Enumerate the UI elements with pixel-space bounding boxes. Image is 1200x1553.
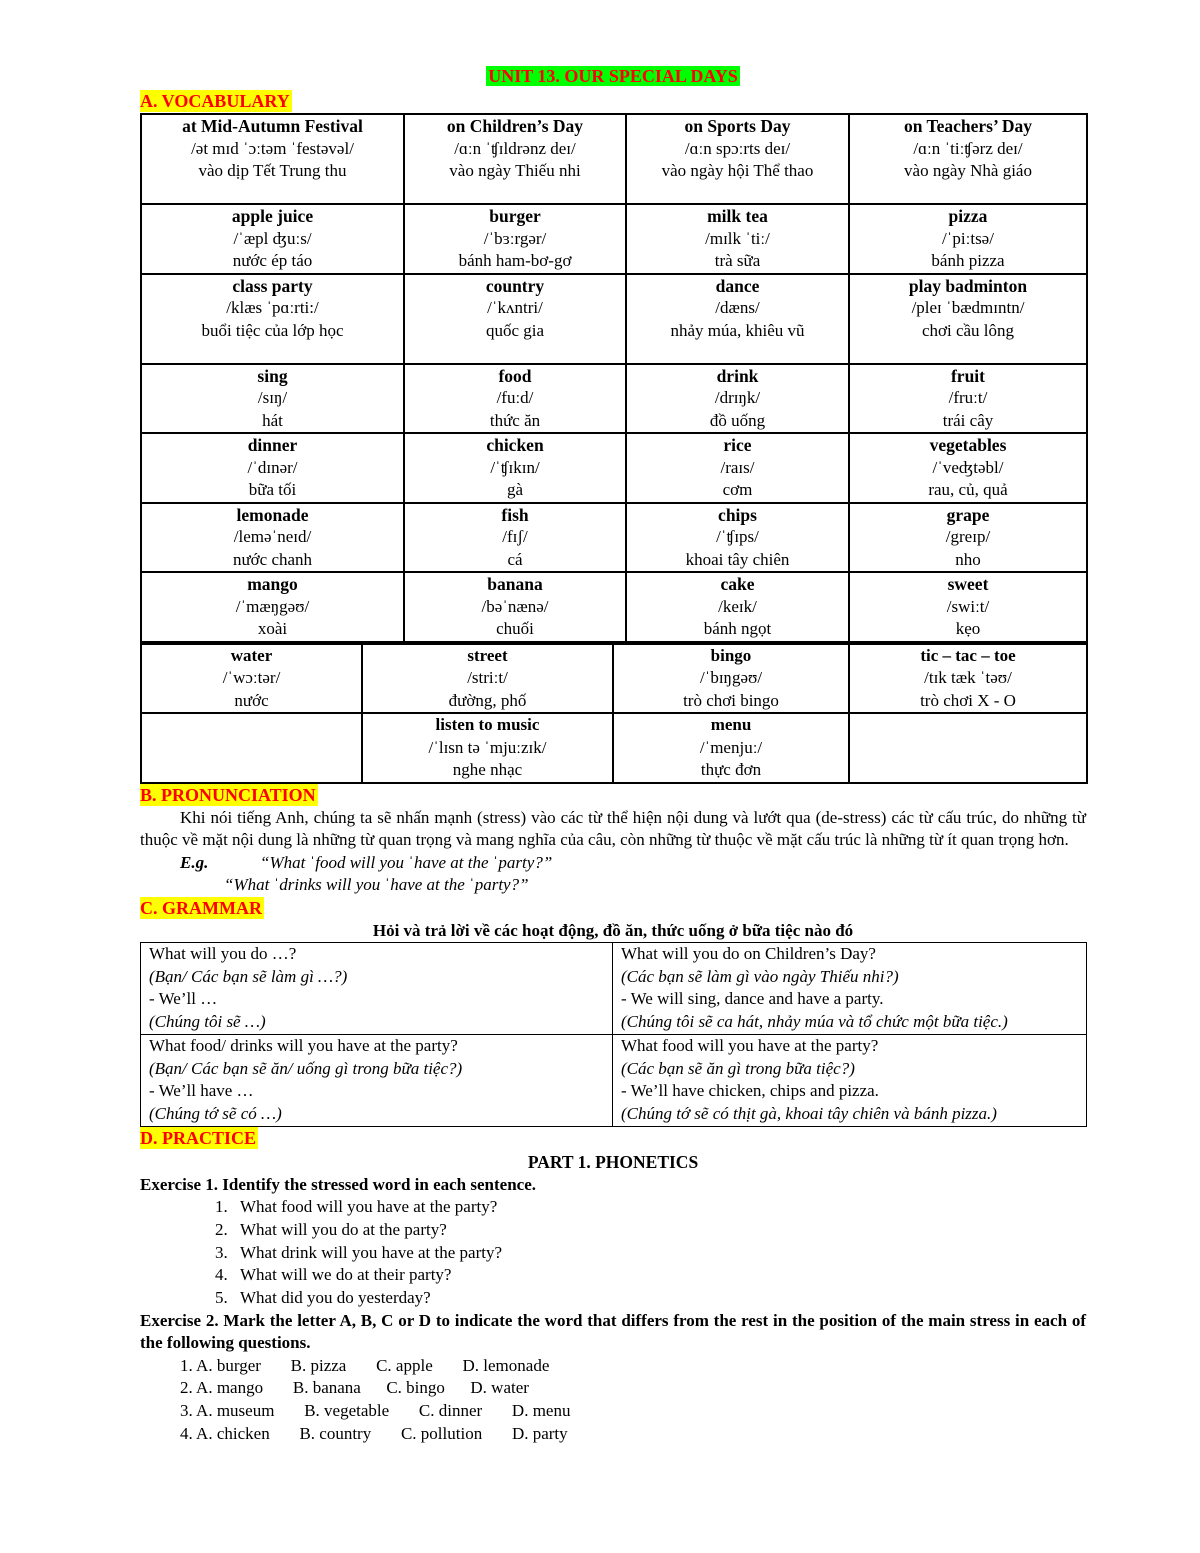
vocab-meaning: trò chơi X - O <box>920 690 1016 710</box>
vocab-cell <box>849 433 1087 503</box>
grammar-row <box>141 943 1087 1035</box>
vocab-meaning: trái cây <box>942 410 994 430</box>
exercise1-list <box>140 1196 1086 1310</box>
vocab-ipa: /ˈæpl ʤuːs/ <box>233 228 312 248</box>
vocab-ipa: /ˈlɪsn tə ˈmjuːzɪk/ <box>428 737 547 757</box>
vocab-meaning: cá <box>507 549 523 569</box>
section-practice-heading: D. PRACTICE <box>140 1127 257 1148</box>
vocab-ipa: /mɪlk ˈtiː/ <box>705 228 770 248</box>
vocab-cell <box>362 713 613 783</box>
vocab-ipa: /dæns/ <box>715 298 760 317</box>
vocab-row <box>141 572 1087 642</box>
vocab-ipa: /fuːd/ <box>496 388 534 407</box>
vocab-word: cake <box>720 574 755 594</box>
vocab-cell <box>849 114 1087 204</box>
vocab-word: street <box>467 645 508 665</box>
vocab-cell <box>404 114 626 204</box>
vocab-cell <box>141 433 404 503</box>
vocab-ipa: /ˈdɪnər/ <box>247 457 298 477</box>
vocab-ipa: /ɑːn ˈtiːʧərz deɪ/ <box>913 138 1023 158</box>
vocab-cell <box>141 204 404 274</box>
grammar-title: Hỏi và trả lời về các hoạt động, đồ ăn, thức uống ở bữa tiệc nào đó <box>372 920 854 940</box>
vocab-word: dinner <box>247 435 298 455</box>
vocab-meaning: chuối <box>496 619 534 638</box>
exercise2-question: 2. A. mango B. banana C. bingo D. water <box>180 1378 529 1398</box>
example-line-1 <box>140 852 1086 875</box>
vocab-meaning: chơi cầu lông <box>921 320 1015 340</box>
vocab-meaning: bánh pizza <box>931 251 1005 270</box>
vocab-ipa: /ɑːn spɔːrts deɪ/ <box>684 138 791 158</box>
vocab-cell <box>141 364 404 434</box>
vocab-word: milk tea <box>707 206 768 226</box>
part1-heading: PART 1. PHONETICS <box>527 1151 699 1172</box>
vocab-meaning: bánh ngọt <box>703 619 772 638</box>
vocab-cell <box>404 572 626 642</box>
vocab-meaning: gà <box>506 480 524 499</box>
vocab-ipa: /sɪŋ/ <box>257 388 288 407</box>
vocab-cell <box>626 364 849 434</box>
grammar-line: (Chúng tôi sẽ …) <box>149 1012 266 1032</box>
vocab-word: menu <box>710 715 752 734</box>
vocabulary-table-extra <box>140 643 1088 784</box>
vocab-ipa: /ət mɪd ˈɔːtəm ˈfestəvəl/ <box>191 138 354 158</box>
vocab-meaning: trà sữa <box>714 251 761 270</box>
vocab-row <box>141 433 1087 503</box>
vocab-word: at Mid-Autumn Festival <box>182 116 363 136</box>
vocab-ipa: /keɪk/ <box>718 596 757 616</box>
vocab-cell <box>849 364 1087 434</box>
vocab-word: class party <box>232 275 313 296</box>
vocab-ipa: /fɪʃ/ <box>502 527 528 546</box>
grammar-line: - We’ll … <box>149 989 218 1009</box>
vocab-word: bingo <box>710 645 752 665</box>
vocab-cell <box>626 433 849 503</box>
vocab-row <box>141 204 1087 274</box>
vocab-cell <box>626 274 849 364</box>
grammar-cell <box>613 1034 1087 1126</box>
exercise2-question: 4. A. chicken B. country C. pollution D. party <box>180 1423 568 1443</box>
vocab-ipa: /bəˈnænə/ <box>481 596 549 616</box>
exercise1-item: 2. What will you do at the party? <box>232 1219 1086 1242</box>
vocab-ipa: /leməˈneɪd/ <box>233 527 312 546</box>
vocab-word: play badminton <box>908 275 1028 296</box>
exercise2-question: 1. A. burger B. pizza C. apple D. lemonade <box>180 1355 550 1375</box>
vocab-meaning: đồ uống <box>709 410 766 430</box>
vocab-cell <box>613 644 849 714</box>
vocab-row <box>141 503 1087 573</box>
unit-title: UNIT 13. OUR SPECIAL DAYS <box>488 66 738 86</box>
vocab-word: dance <box>715 275 760 296</box>
vocab-word: chips <box>718 504 757 525</box>
vocab-meaning: quốc gia <box>485 320 545 340</box>
vocab-cell <box>404 433 626 503</box>
vocab-ipa: /klæs ˈpɑːrti:/ <box>226 298 319 317</box>
grammar-line: (Chúng tôi sẽ ca hát, nhảy múa và tổ chức một bữa tiệc.) <box>621 1012 1008 1032</box>
vocab-cell <box>849 713 1087 783</box>
exercise1-item: 4. What will we do at their party? <box>232 1264 1086 1287</box>
vocab-meaning: vào ngày hội Thể thao <box>661 161 814 180</box>
exercise2-list <box>140 1355 1086 1446</box>
grammar-cell <box>141 1034 613 1126</box>
vocab-ipa: /ˈmæŋgəʊ/ <box>235 596 310 616</box>
vocab-ipa: /ˈveʤtəbl/ <box>932 457 1004 477</box>
vocab-cell <box>849 503 1087 573</box>
vocab-word: fish <box>501 504 529 525</box>
vocab-row <box>141 644 1087 714</box>
vocab-word: mango <box>247 574 298 594</box>
vocab-ipa: /raɪs/ <box>720 457 755 477</box>
vocab-ipa: /fruːt/ <box>948 388 988 407</box>
vocab-word: tic – tac – toe <box>920 645 1016 665</box>
grammar-line: (Chúng tớ sẽ có …) <box>149 1103 282 1123</box>
example-label: E.g. <box>180 852 209 872</box>
vocab-word: drink <box>716 365 759 386</box>
vocab-cell <box>849 204 1087 274</box>
vocab-cell <box>404 364 626 434</box>
vocab-ipa: /pleɪ ˈbædmɪntn/ <box>911 298 1025 317</box>
vocab-cell <box>849 274 1087 364</box>
vocab-cell <box>849 572 1087 642</box>
vocab-word: on Teachers’ Day <box>903 116 1032 136</box>
vocab-ipa: /ɑːn ˈʧɪldrənz deɪ/ <box>454 138 576 158</box>
section-vocabulary-heading: A. VOCABULARY <box>140 91 290 111</box>
vocab-cell <box>626 503 849 573</box>
vocab-word: fruit <box>950 365 986 386</box>
vocab-word: lemonade <box>236 504 309 525</box>
vocab-meaning: nhảy múa, khiêu vũ <box>670 320 805 340</box>
example-sentence-1: “What ˈfood will you ˈhave at the ˈparty?” <box>260 852 553 872</box>
vocab-cell <box>404 503 626 573</box>
vocab-meaning: cơm <box>722 480 753 499</box>
vocab-ipa: /ˈpiːtsə/ <box>942 228 994 248</box>
grammar-line: (Bạn/ Các bạn sẽ làm gì …?) <box>149 966 348 986</box>
exercise1-item: 5. What did you do yesterday? <box>232 1287 1086 1310</box>
vocab-word: listen to music <box>435 715 540 734</box>
grammar-line: - We’ll have … <box>149 1081 254 1101</box>
vocab-meaning: buổi tiệc của lớp học <box>201 320 344 340</box>
vocab-word: pizza <box>948 206 988 226</box>
grammar-line: - We will sing, dance and have a party. <box>621 989 884 1009</box>
vocab-word: on Sports Day <box>684 116 791 136</box>
vocab-ipa: /ˈʧɪkɪn/ <box>490 457 540 477</box>
vocab-cell <box>404 274 626 364</box>
exercise1-item: 3. What drink will you have at the party? <box>232 1242 1086 1265</box>
vocab-word: food <box>498 365 532 386</box>
vocab-word: rice <box>723 435 752 455</box>
vocab-meaning: kẹo <box>955 619 981 638</box>
exercise1-item: 1. What food will you have at the party? <box>232 1196 1086 1219</box>
vocab-word: apple juice <box>231 206 314 226</box>
vocab-row <box>141 713 1087 783</box>
vocab-ipa: /ˈʧɪps/ <box>716 527 759 546</box>
vocab-word: country <box>485 275 545 296</box>
vocab-ipa: /ˈmenjuː/ <box>699 737 763 757</box>
section-pronunciation-heading: B. PRONUNCIATION <box>140 784 316 805</box>
vocab-cell <box>849 644 1087 714</box>
vocab-row <box>141 114 1087 204</box>
vocab-meaning: thức ăn <box>489 410 541 430</box>
vocab-meaning: hát <box>262 410 283 430</box>
exercise2-question: 3. A. museum B. vegetable C. dinner D. menu <box>180 1401 571 1421</box>
vocab-cell <box>613 713 849 783</box>
vocab-ipa: /greɪp/ <box>945 527 991 546</box>
vocab-cell <box>141 644 362 714</box>
grammar-line: What will you do on Children’s Day? <box>621 944 876 963</box>
vocab-word: grape <box>946 504 990 525</box>
vocabulary-table <box>140 113 1088 643</box>
grammar-line: (Các bạn sẽ ăn gì trong bữa tiệc?) <box>621 1058 855 1078</box>
grammar-cell <box>141 943 613 1035</box>
grammar-line: (Bạn/ Các bạn sẽ ăn/ uống gì trong bữa tiệc?) <box>149 1058 463 1078</box>
vocab-cell <box>626 572 849 642</box>
vocab-cell <box>362 644 613 714</box>
grammar-line: - We’ll have chicken, chips and pizza. <box>621 1081 879 1101</box>
vocab-ipa: /swiːt/ <box>946 596 990 616</box>
vocab-meaning: rau, củ, quả <box>928 480 1008 499</box>
vocab-meaning: vào ngày Thiếu nhi <box>449 161 581 180</box>
vocab-ipa: /ˈkʌntri/ <box>487 298 543 317</box>
vocab-cell <box>141 503 404 573</box>
vocab-cell <box>626 114 849 204</box>
example-sentence-2: “What ˈdrinks will you ˈhave at the ˈparty?” <box>224 875 529 894</box>
vocab-ipa: /striːt/ <box>467 668 508 687</box>
vocab-word: water <box>230 645 273 665</box>
vocab-word: vegetables <box>929 435 1007 455</box>
grammar-line: (Các bạn sẽ làm gì vào ngày Thiếu nhi?) <box>621 966 899 986</box>
vocab-ipa: /drɪŋk/ <box>714 388 761 407</box>
grammar-line: (Chúng tớ sẽ có thịt gà, khoai tây chiên và bánh pizza.) <box>621 1103 997 1123</box>
vocab-meaning: nước <box>234 690 269 710</box>
vocab-word: on Children’s Day <box>446 116 584 136</box>
section-grammar-heading: C. GRAMMAR <box>140 897 262 918</box>
vocab-ipa: /ˈwɔːtər/ <box>222 668 281 687</box>
vocab-ipa: /ˈbɪŋgəʊ/ <box>699 668 763 687</box>
vocab-word: sing <box>257 365 288 386</box>
grammar-cell <box>613 943 1087 1035</box>
vocab-cell <box>626 204 849 274</box>
vocab-row <box>141 364 1087 434</box>
vocab-cell <box>141 274 404 364</box>
vocab-cell <box>141 713 362 783</box>
vocab-meaning: nghe nhạc <box>452 760 523 779</box>
vocab-meaning: bánh ham-bơ-gơ <box>458 251 572 270</box>
vocab-ipa: /tɪk tæk ˈtəʊ/ <box>924 668 1012 687</box>
grammar-line: What will you do …? <box>149 944 297 963</box>
vocab-meaning: khoai tây chiên <box>685 549 790 569</box>
vocab-meaning: vào ngày Nhà giáo <box>904 161 1032 180</box>
vocab-meaning: trò chơi bingo <box>683 690 779 710</box>
vocab-meaning: vào dịp Tết Trung thu <box>198 161 347 180</box>
vocab-cell <box>141 114 404 204</box>
grammar-line: What food will you have at the party? <box>621 1035 879 1055</box>
vocab-word: chicken <box>486 435 544 455</box>
vocab-word: burger <box>489 206 541 226</box>
title-row <box>140 64 1086 90</box>
vocab-word: banana <box>487 574 543 594</box>
exercise1-title: Exercise 1. Identify the stressed word in each sentence. <box>140 1174 536 1194</box>
vocab-meaning: thực đơn <box>700 760 762 779</box>
exercise2-title: Exercise 2. Mark the letter A, B, C or D to indicate the word that differs from the rest in the position of the main stress in each of the following questions. <box>140 1310 1086 1353</box>
grammar-table <box>140 942 1087 1127</box>
vocab-cell <box>141 572 404 642</box>
vocab-cell <box>404 204 626 274</box>
vocab-meaning: bữa tối <box>248 480 297 499</box>
pronunciation-paragraph: Khi nói tiếng Anh, chúng ta sẽ nhấn mạnh (stress) vào các từ thể hiện nội dung và lướt qua (de-stress) các từ cấu trúc, do những từ thuộc về mặt nội dung là những từ quan trọng và mang nghĩa của câu, còn những từ thuộc về mặt cấu trúc là những từ ít quan trọng hơn. <box>140 807 1086 849</box>
grammar-row <box>141 1034 1087 1126</box>
grammar-line: What food/ drinks will you have at the party? <box>149 1035 458 1055</box>
vocab-ipa: /ˈbɜːrgər/ <box>483 228 547 248</box>
vocab-meaning: đường, phố <box>448 690 527 710</box>
vocab-meaning: nước ép táo <box>232 251 313 270</box>
vocab-row <box>141 274 1087 364</box>
vocab-word: sweet <box>947 574 989 594</box>
vocab-meaning: nho <box>955 549 981 569</box>
vocab-meaning: xoài <box>257 619 288 638</box>
worksheet-page <box>140 64 1086 1445</box>
vocab-meaning: nước chanh <box>232 549 313 569</box>
